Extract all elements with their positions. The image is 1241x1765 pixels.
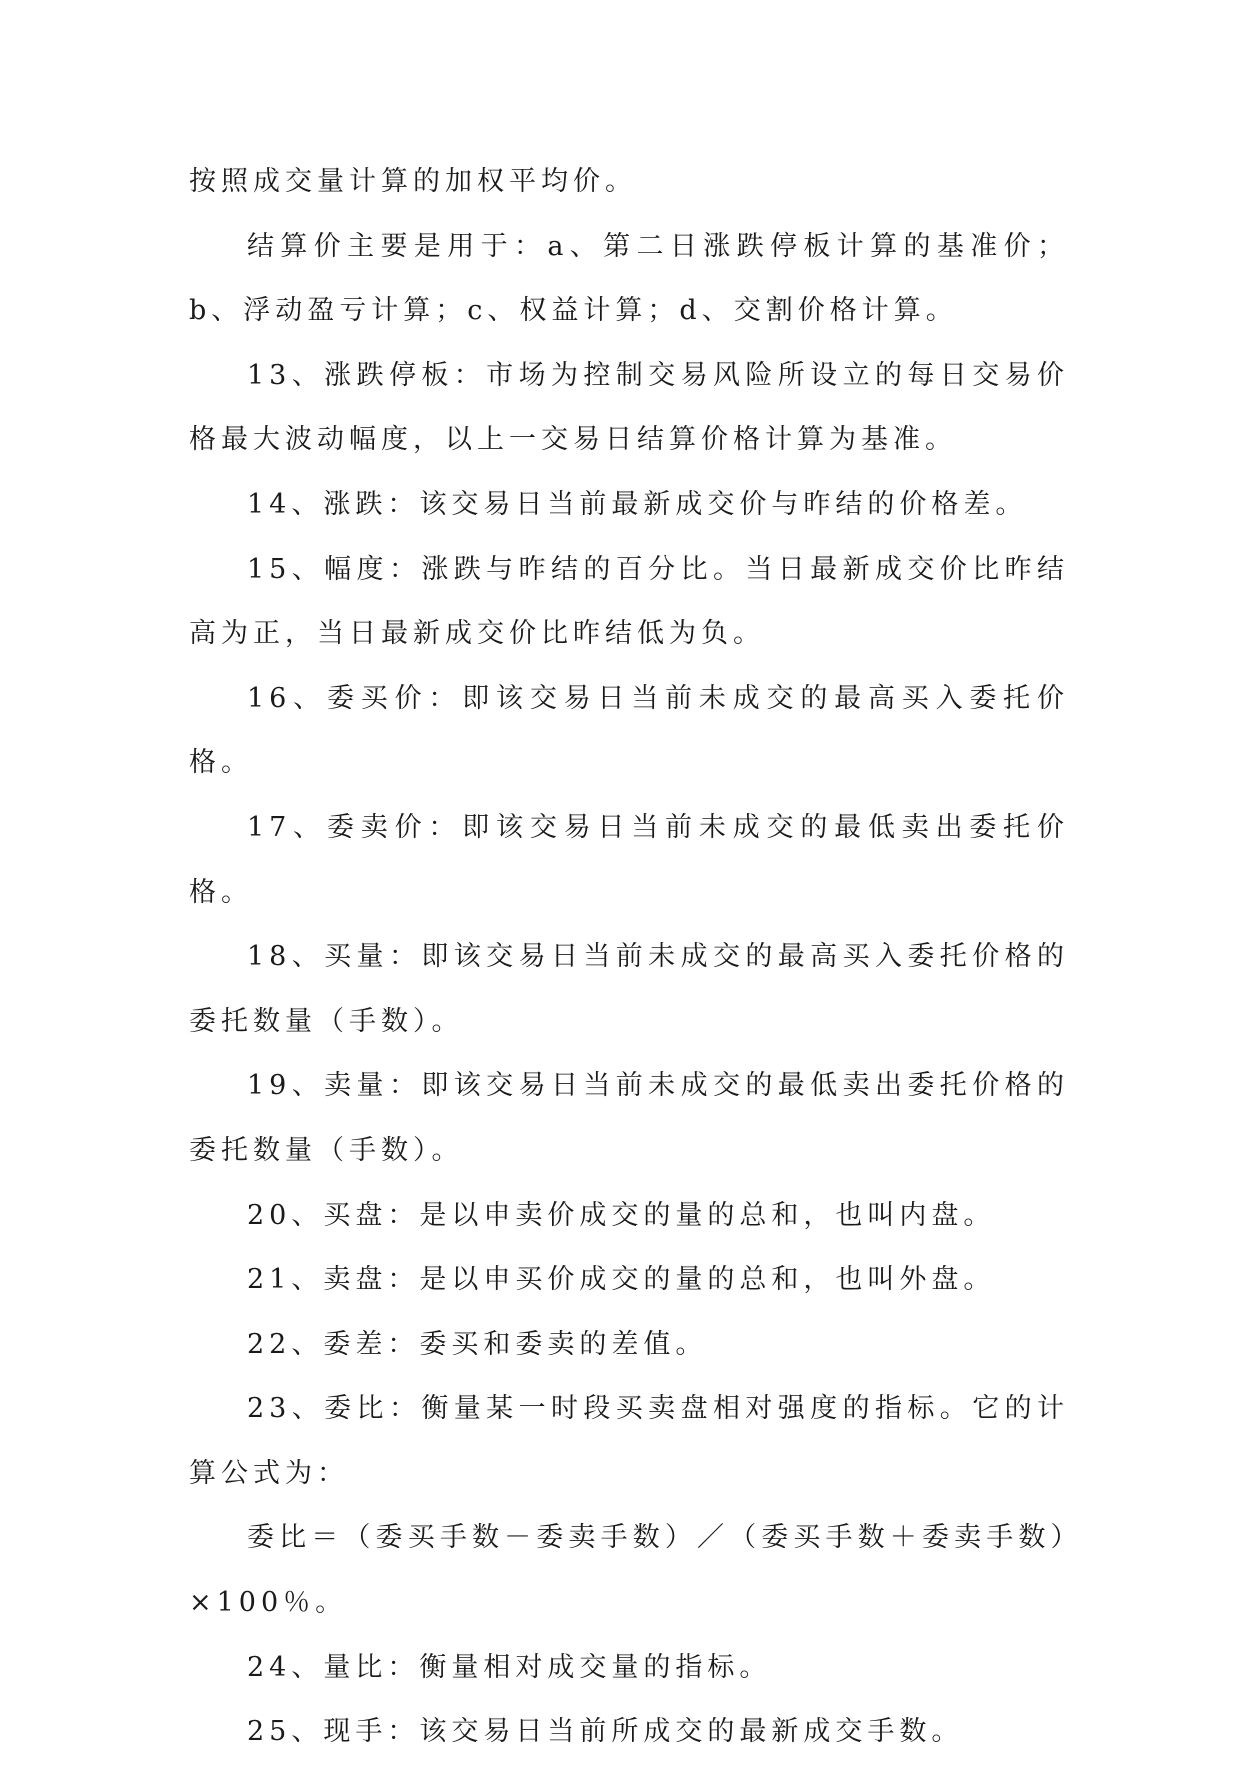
paragraph-16: 25、现手：该交易日当前所成交的最新成交手数。	[247, 1716, 964, 1748]
paragraph-8: 18、买量：即该交易日当前未成交的最高买入委托价格的委托数量（手数）。	[189, 941, 1069, 1037]
paragraph-2: 结算价主要是用于：a、第二日涨跌停板计算的基准价；b、浮动盈亏计算；c、权益计算；d、交割价格计算。	[189, 230, 1069, 327]
paragraph-13: 23、委比：衡量某一时段买卖盘相对强度的指标。它的计算公式为：	[189, 1393, 1069, 1489]
paragraph-6: 16、委买价：即该交易日当前未成交的最高买入委托价格。	[189, 682, 1069, 779]
paragraph-9: 19、卖量：即该交易日当前未成交的最低卖出委托价格的委托数量（手数）。	[189, 1070, 1069, 1166]
formula-paragraph: 委比＝（委买手数－委卖手数）／（委买手数＋委卖手数）×100％。	[189, 1522, 1069, 1619]
paragraph-10: 20、买盘：是以申卖价成交的量的总和，也叫内盘。	[247, 1199, 996, 1231]
paragraph-5: 15、幅度：涨跌与昨结的百分比。当日最新成交价比昨结高为正，当日最新成交价比昨结低为负。	[189, 553, 1069, 650]
paragraph-12: 22、委差：委买和委卖的差值。	[247, 1328, 708, 1360]
paragraph-15: 24、量比：衡量相对成交量的指标。	[247, 1651, 772, 1683]
paragraph-1: 按照成交量计算的加权平均价。	[189, 166, 637, 197]
paragraph-11: 21、卖盘：是以申买价成交的量的总和，也叫外盘。	[247, 1264, 996, 1296]
paragraph-4: 14、涨跌：该交易日当前最新成交价与昨结的价格差。	[247, 488, 1028, 520]
document-body	[189, 150, 1069, 1765]
paragraph-3: 13、涨跌停板：市场为控制交易风险所设立的每日交易价格最大波动幅度，以上一交易日结算价格计算为基准。	[189, 359, 1069, 456]
paragraph-7: 17、委卖价：即该交易日当前未成交的最低卖出委托价格。	[189, 811, 1069, 908]
